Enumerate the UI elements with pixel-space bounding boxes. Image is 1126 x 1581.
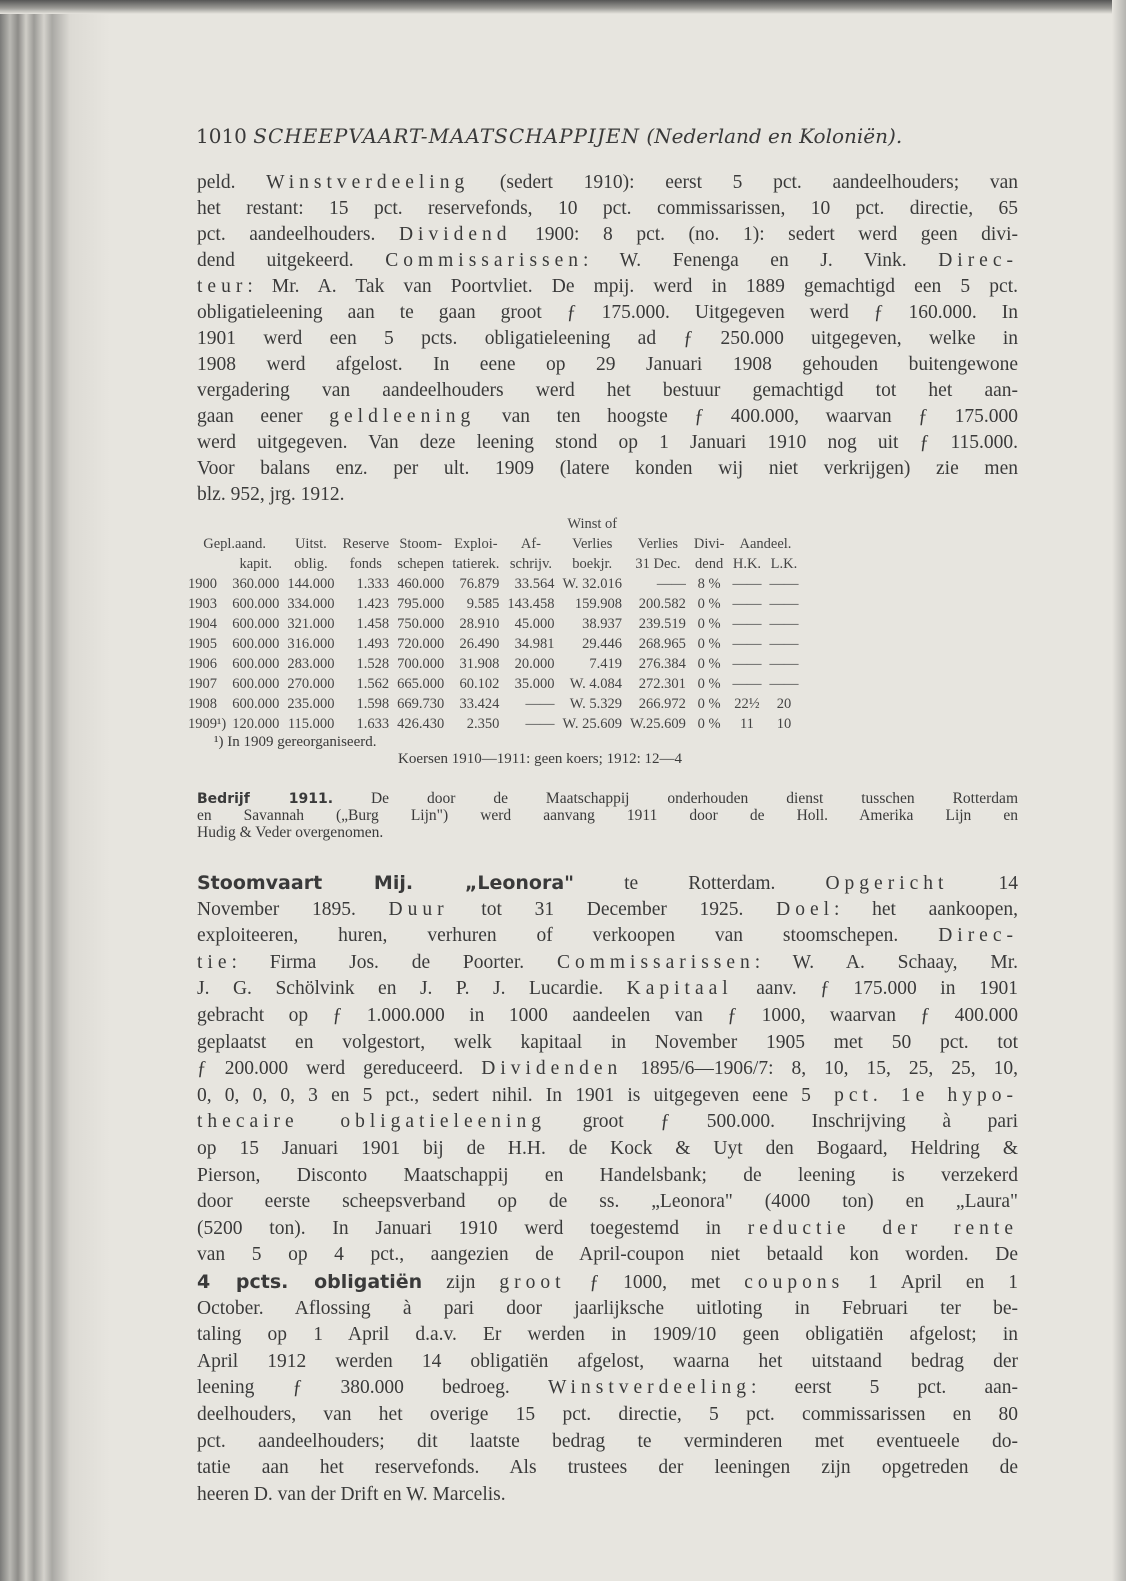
table-cell: 7.419 bbox=[589, 655, 622, 672]
text-span: : W. Fenenga en J. Vink. bbox=[583, 250, 939, 271]
text-span: November 1895. bbox=[197, 898, 389, 920]
table-cell: 460.000 bbox=[397, 575, 445, 592]
text-line bbox=[197, 1111, 1018, 1133]
spaced-term: Dividenden bbox=[481, 1058, 623, 1080]
table-cell: —— bbox=[656, 575, 686, 592]
table-cell: —— bbox=[769, 575, 799, 592]
text-span: : W. A. Schaay, Mr. bbox=[754, 951, 1018, 973]
text-line bbox=[197, 790, 1018, 808]
table-cell: —— bbox=[732, 595, 762, 612]
table-cell bbox=[626, 514, 802, 534]
table-cell: 9.585 bbox=[466, 595, 500, 612]
year-cell: 1903 bbox=[188, 595, 217, 612]
running-header bbox=[196, 124, 902, 148]
spaced-term: teur bbox=[197, 276, 248, 297]
text-span: gaan eener bbox=[197, 406, 330, 427]
text-line bbox=[197, 952, 1018, 974]
text-line bbox=[197, 458, 1018, 480]
running-title: SCHEEPVAART-MAATSCHAPPIJEN bbox=[253, 124, 640, 148]
table-row bbox=[186, 634, 802, 654]
text-span: vergadering van aandeelhouders werd het bestuur gemachtigd tot het aan- bbox=[197, 380, 1018, 401]
scan-right-edge bbox=[1112, 0, 1126, 1581]
table-cell: W.25.609 bbox=[629, 715, 686, 732]
table-row bbox=[186, 594, 802, 614]
text-span: 1895/6—1906/7: 8, 10, 15, 25, 25, 10, bbox=[622, 1058, 1018, 1080]
table-row bbox=[186, 614, 802, 634]
year-cell: 1905 bbox=[188, 635, 217, 652]
text-span: ƒ 1000, met bbox=[565, 1272, 745, 1293]
table-cell: 33.564 bbox=[514, 575, 555, 592]
table-cell: —— bbox=[769, 615, 799, 632]
table-row bbox=[186, 574, 802, 594]
text-line bbox=[197, 250, 1018, 272]
table-cell: 35.000 bbox=[514, 675, 555, 692]
financial-table bbox=[186, 514, 802, 734]
text-span: 0, 0, 0, 0, 3 en 5 pct., sedert nihil. In 1901 is uitgegeven eene bbox=[197, 1084, 802, 1106]
table-cell: 76.879 bbox=[459, 575, 500, 592]
text-line bbox=[197, 824, 1018, 842]
table-row bbox=[186, 694, 802, 714]
text-line bbox=[197, 872, 1018, 895]
spaced-term: reductie der rente bbox=[747, 1217, 1018, 1239]
table-cell: W. 32.016 bbox=[562, 575, 622, 592]
table-cell: 0 % bbox=[697, 675, 721, 692]
text-span: aanv. ƒ 175.000 in 1901 bbox=[732, 978, 1018, 1000]
table-row bbox=[186, 674, 802, 694]
text-span: : Firma Jos. de Poorter. bbox=[231, 951, 557, 973]
spaced-term: geldleening bbox=[329, 406, 476, 427]
table-cell: 720.000 bbox=[397, 635, 445, 652]
spaced-term: Commissarissen bbox=[385, 250, 584, 271]
text-line bbox=[197, 302, 1018, 324]
table-cell: 2.350 bbox=[466, 715, 500, 732]
table-cell: —— bbox=[769, 595, 799, 612]
table-cell: 20 bbox=[776, 695, 792, 712]
text-span: 1900: 8 pct. (no. 1): sedert werd geen divi- bbox=[511, 224, 1018, 245]
table-cell: 665.000 bbox=[397, 675, 445, 692]
table-cell: 360.000 bbox=[232, 575, 280, 592]
table-cell: 22½ bbox=[734, 695, 760, 712]
text-span: : het aankoopen, bbox=[834, 898, 1018, 920]
text-span: leening ƒ 380.000 bedroeg. bbox=[197, 1377, 548, 1399]
text-line bbox=[197, 172, 1018, 194]
year-cell: 1909¹) bbox=[188, 715, 227, 732]
table-cell: 200.582 bbox=[638, 595, 686, 612]
text-span: 1 April en 1 bbox=[844, 1272, 1019, 1293]
table-cell bbox=[186, 554, 228, 574]
text-span: Pierson, Disconto Maatschappij en Handelsbank; de leening is verzekerd bbox=[197, 1164, 1018, 1186]
table-cell: 45.000 bbox=[514, 615, 555, 632]
text-line bbox=[197, 406, 1018, 428]
text-span: pct. aandeelhouders; dit laatste bedrag te verminderen met eventueele do- bbox=[197, 1430, 1018, 1452]
page-stack-edge bbox=[0, 0, 110, 1581]
text-line bbox=[197, 807, 1018, 825]
text-line bbox=[197, 276, 1018, 298]
text-line bbox=[197, 1404, 1018, 1426]
header-cell: oblig. bbox=[294, 555, 328, 572]
table-row bbox=[186, 714, 802, 734]
table-cell: —— bbox=[769, 635, 799, 652]
text-span: Hudig & Veder overgenomen. bbox=[197, 824, 384, 841]
text-span: en Savannah („Burg Lijn") werd aanvang 1911 door de Holl. Amerika Lijn en bbox=[197, 807, 1018, 824]
text-span: peld. bbox=[197, 172, 267, 193]
text-line bbox=[197, 1218, 1018, 1240]
header-cell: Gepl.aand. bbox=[203, 535, 267, 552]
table-cell: 34.981 bbox=[514, 635, 555, 652]
table-cell: 1.423 bbox=[356, 595, 390, 612]
text-line bbox=[197, 1005, 1018, 1027]
table-cell: 8 % bbox=[697, 575, 721, 592]
text-span: tatie aan het reservefonds. Als trustees der leeningen zijn opgetreden de bbox=[197, 1457, 1018, 1479]
table-cell: 272.301 bbox=[638, 675, 686, 692]
table-cell: 239.519 bbox=[638, 615, 686, 632]
year-cell: 1906 bbox=[188, 655, 217, 672]
table-cell: 600.000 bbox=[232, 695, 280, 712]
table-cell: 0 % bbox=[697, 595, 721, 612]
table-cell: 143.458 bbox=[507, 595, 555, 612]
table-cell: 276.384 bbox=[638, 655, 686, 672]
year-cell: 1908 bbox=[188, 695, 217, 712]
text-span: (5200 ton). In Januari 1910 werd toegestemd in bbox=[197, 1217, 748, 1239]
text-line bbox=[197, 925, 1018, 947]
table-cell: 669.730 bbox=[397, 695, 445, 712]
text-line bbox=[197, 1457, 1018, 1479]
spaced-term: Winstverdeeling bbox=[266, 172, 470, 193]
header-row-top bbox=[186, 514, 802, 534]
table-cell: 321.000 bbox=[287, 615, 335, 632]
header-row-2 bbox=[186, 554, 802, 574]
text-line bbox=[197, 1085, 1018, 1107]
text-span: gebracht op ƒ 1.000.000 in 1000 aandeelen van ƒ 1000, waarvan ƒ 400.000 bbox=[197, 1005, 1018, 1026]
text-span: : Mr. A. Tak van Poortvliet. De mpij. werd in 1889 gemachtigd een 5 pct. bbox=[247, 276, 1018, 297]
table-cell: 38.937 bbox=[582, 615, 622, 632]
table-footnote: ¹) In 1909 gereorganiseerd. bbox=[214, 734, 377, 750]
text-line bbox=[197, 1484, 1018, 1506]
table-cell: 0 % bbox=[697, 695, 721, 712]
spaced-term: groot bbox=[499, 1272, 566, 1293]
table-cell: —— bbox=[732, 675, 762, 692]
text-line bbox=[197, 380, 1018, 402]
text-span: werd uitgegeven. Van deze leening stond op 1 Januari 1910 nog uit ƒ 115.000. bbox=[197, 432, 1018, 453]
text-span: door eerste scheepsverband op de ss. „Leonora" (4000 ton) en „Laura" bbox=[197, 1191, 1018, 1213]
header-cell: 31 Dec. bbox=[635, 555, 681, 572]
text-line bbox=[197, 1271, 1018, 1294]
table-cell: 270.000 bbox=[287, 675, 335, 692]
header-cell: Af- bbox=[520, 535, 541, 552]
table-cell: 1.493 bbox=[356, 635, 390, 652]
text-span: groot ƒ 500.000. Inschrijving à pari bbox=[545, 1111, 1019, 1133]
header-cell: kapit. bbox=[239, 555, 273, 572]
header-cell: H.K. bbox=[732, 555, 762, 572]
table-cell: —— bbox=[732, 655, 762, 672]
spaced-term: coupons bbox=[744, 1272, 845, 1293]
text-span: J. G. Schölvink en J. P. J. Lucardie. bbox=[197, 978, 627, 1000]
header-cell: Divi- bbox=[693, 535, 725, 552]
bold-term: 4 pcts. obligatiën bbox=[197, 1271, 423, 1293]
text-span: 1901 werd een 5 pcts. obligatieleening ad ƒ 250.000 uitgegeven, welke in bbox=[197, 328, 1018, 349]
table-cell: 1.633 bbox=[356, 715, 390, 732]
spaced-term: tie bbox=[197, 951, 232, 973]
text-span: ƒ 200.000 werd gereduceerd. bbox=[197, 1058, 482, 1080]
text-span: zijn bbox=[422, 1272, 500, 1293]
table-cell: 1.598 bbox=[356, 695, 390, 712]
bold-term: Bedrijf 1911. bbox=[197, 791, 334, 807]
header-cell: L.K. bbox=[770, 555, 798, 572]
table-cell: 235.000 bbox=[287, 695, 335, 712]
table-cell: —— bbox=[525, 715, 555, 732]
text-line bbox=[197, 1138, 1018, 1160]
year-cell: 1904 bbox=[188, 615, 217, 632]
table-cell: 600.000 bbox=[232, 675, 280, 692]
table-cell: —— bbox=[769, 655, 799, 672]
text-line bbox=[197, 1191, 1018, 1213]
table-cell: 700.000 bbox=[397, 655, 445, 672]
text-line bbox=[197, 1058, 1018, 1080]
text-line bbox=[197, 484, 1018, 506]
header-cell: Exploi- bbox=[454, 535, 498, 552]
spaced-term: Direc- bbox=[938, 250, 1018, 271]
table-cell: 0 % bbox=[697, 655, 721, 672]
table-cell: 159.908 bbox=[574, 595, 622, 612]
table-cell: —— bbox=[769, 675, 799, 692]
spaced-term: 5 pct. 1e hypo- bbox=[801, 1084, 1018, 1106]
text-line bbox=[197, 1244, 1018, 1266]
page-number: 1010 bbox=[196, 124, 247, 148]
header-cell: boekjr. bbox=[572, 555, 613, 572]
running-subtitle: (Nederland en Koloniën). bbox=[646, 124, 903, 148]
table-cell: 1.528 bbox=[356, 655, 390, 672]
header-cell: dend bbox=[695, 555, 724, 572]
table-cell: 1.562 bbox=[356, 675, 390, 692]
text-span: exploiteeren, huren, verhuren of verkoopen van stoomschepen. bbox=[197, 925, 939, 947]
table-cell: 29.446 bbox=[582, 635, 622, 652]
header-cell: Reserve bbox=[342, 535, 390, 552]
header-cell: Verlies bbox=[637, 535, 679, 552]
table-cell: 10 bbox=[776, 715, 792, 732]
table-cell: 33.424 bbox=[459, 695, 500, 712]
table-cell: 316.000 bbox=[287, 635, 335, 652]
spaced-term: Direc- bbox=[938, 925, 1018, 947]
table-cell: —— bbox=[525, 695, 555, 712]
header-cell: Aandeel. bbox=[739, 535, 792, 552]
text-line bbox=[197, 1351, 1018, 1373]
table-cell: 268.965 bbox=[638, 635, 686, 652]
text-span: deelhouders, van het overige 15 pct. directie, 5 pct. commissarissen en 80 bbox=[197, 1404, 1018, 1425]
table-cell: 0 % bbox=[697, 615, 721, 632]
table-cell: 426.430 bbox=[397, 715, 445, 732]
text-span: te Rotterdam. bbox=[574, 873, 826, 894]
text-span: De door de Maatschappij onderhouden dienst tusschen Rotterdam bbox=[333, 790, 1018, 807]
header-cell: Uitst. bbox=[294, 535, 327, 552]
table-cell: 144.000 bbox=[287, 575, 335, 592]
table-cell: 600.000 bbox=[232, 635, 280, 652]
table-row bbox=[186, 654, 802, 674]
text-span: pct. aandeelhouders. bbox=[197, 224, 399, 245]
table-cell: —— bbox=[732, 615, 762, 632]
table-cell: 1.333 bbox=[356, 575, 390, 592]
spaced-term: Dividend bbox=[398, 224, 512, 245]
text-line bbox=[197, 1165, 1018, 1187]
header-cell: Stoom- bbox=[399, 535, 443, 552]
text-span: van ten hoogste ƒ 400.000, waarvan ƒ 175.000 bbox=[475, 406, 1018, 427]
text-span: (sedert 1910): eerst 5 pct. aandeelhouders; van bbox=[469, 172, 1018, 193]
table-cell: 1.458 bbox=[356, 615, 390, 632]
table-cell: 11 bbox=[739, 715, 754, 732]
text-line bbox=[197, 224, 1018, 246]
spaced-term: Opgericht bbox=[825, 873, 949, 894]
table-cell: 600.000 bbox=[232, 655, 280, 672]
text-span: heeren D. van der Drift en W. Marcelis. bbox=[197, 1483, 506, 1505]
text-line bbox=[197, 354, 1018, 376]
header-cell: tatierek. bbox=[452, 555, 500, 572]
text-span: : eerst 5 pct. aan- bbox=[751, 1377, 1018, 1399]
koersen-line: Koersen 1910—1911: geen koers; 1912: 12—4 bbox=[398, 751, 682, 767]
text-line bbox=[197, 978, 1018, 1000]
text-span: 1908 werd afgelost. In eene op 29 Januari 1908 gehouden buitengewone bbox=[197, 354, 1018, 375]
text-span: Voor balans enz. per ult. 1909 (latere konden wij niet verkrijgen) zie men bbox=[197, 458, 1018, 479]
text-span: April 1912 werden 14 obligatiën afgelost, waarna het uitstaand bedrag der bbox=[197, 1350, 1018, 1372]
header-cell: schrijv. bbox=[509, 555, 553, 572]
text-line bbox=[197, 432, 1018, 454]
table-cell: W. 25.609 bbox=[562, 715, 622, 732]
header-row-1 bbox=[186, 534, 802, 554]
header-cell: Verlies bbox=[572, 535, 613, 552]
text-line bbox=[197, 1377, 1018, 1399]
header-cell: schepen bbox=[397, 555, 445, 572]
table-cell: 600.000 bbox=[232, 615, 280, 632]
table-cell: 120.000 bbox=[232, 715, 280, 732]
text-span: geplaatst en volgestort, welk kapitaal in November 1905 met 50 pct. tot bbox=[197, 1031, 1018, 1053]
table-cell: W. 5.329 bbox=[569, 695, 622, 712]
table-cell: 0 % bbox=[697, 635, 721, 652]
spaced-term: Commissarissen bbox=[556, 951, 755, 973]
text-line bbox=[197, 899, 1018, 921]
text-line bbox=[197, 328, 1018, 350]
text-span: op 15 Januari 1901 bij de H.H. de Kock & Uyt den Bogaard, Heldring & bbox=[197, 1138, 1018, 1159]
table-cell: 795.000 bbox=[397, 595, 445, 612]
text-span: October. Aflossing à pari door jaarlijksche uitloting in Februari ter be- bbox=[197, 1297, 1018, 1319]
text-span: tot 31 December 1925. bbox=[448, 898, 777, 920]
text-line bbox=[197, 198, 1018, 220]
bold-term: Stoomvaart Mij. „Leonora" bbox=[197, 872, 575, 894]
text-span: het restant: 15 pct. reservefonds, 10 pct. commissarissen, 10 pct. directie, 65 bbox=[197, 198, 1018, 219]
text-span: van 5 op 4 pct., aangezien de April-coupon niet betaald kon worden. De bbox=[197, 1244, 1018, 1266]
table-cell: 283.000 bbox=[287, 655, 335, 672]
text-line bbox=[197, 1298, 1018, 1320]
table-cell: —— bbox=[732, 575, 762, 592]
spaced-term: Doel bbox=[776, 898, 835, 920]
table-cell: 115.000 bbox=[287, 715, 335, 732]
header-cell: fonds bbox=[349, 555, 382, 572]
text-line bbox=[197, 1032, 1018, 1054]
text-span: 14 bbox=[948, 873, 1018, 894]
table-cell: 266.972 bbox=[638, 695, 686, 712]
year-cell: 1907 bbox=[188, 675, 217, 692]
table-cell: 334.000 bbox=[287, 595, 335, 612]
scan-top-edge bbox=[0, 0, 1126, 14]
header-cell: Winst of bbox=[567, 515, 618, 532]
text-line bbox=[197, 1431, 1018, 1453]
table-cell: 750.000 bbox=[397, 615, 445, 632]
table-cell: 0 % bbox=[697, 715, 721, 732]
table-cell: —— bbox=[732, 635, 762, 652]
spaced-term: Winstverdeeling bbox=[547, 1377, 752, 1399]
table-cell: 31.908 bbox=[459, 655, 500, 672]
spaced-term: Duur bbox=[388, 898, 449, 920]
table-cell: 26.490 bbox=[459, 635, 500, 652]
table-cell: 20.000 bbox=[514, 655, 555, 672]
spaced-term: Kapitaal bbox=[626, 978, 733, 1000]
table-cell: 28.910 bbox=[459, 615, 500, 632]
table-cell bbox=[186, 514, 559, 534]
year-cell: 1900 bbox=[188, 575, 217, 592]
text-span: taling op 1 April d.a.v. Er werden in 1909/10 geen obligatiën afgelost; in bbox=[197, 1324, 1018, 1346]
spaced-term: thecaire obligatieleening bbox=[197, 1111, 546, 1133]
text-span: dend uitgekeerd. bbox=[197, 250, 386, 271]
table-cell: 60.102 bbox=[459, 675, 500, 692]
table-cell: 600.000 bbox=[232, 595, 280, 612]
text-span: obligatieleening aan te gaan groot ƒ 175.000. Uitgegeven werd ƒ 160.000. In bbox=[197, 302, 1018, 323]
text-span: blz. 952, jrg. 1912. bbox=[197, 484, 345, 505]
table-cell: W. 4.084 bbox=[569, 675, 622, 692]
text-line bbox=[197, 1324, 1018, 1346]
